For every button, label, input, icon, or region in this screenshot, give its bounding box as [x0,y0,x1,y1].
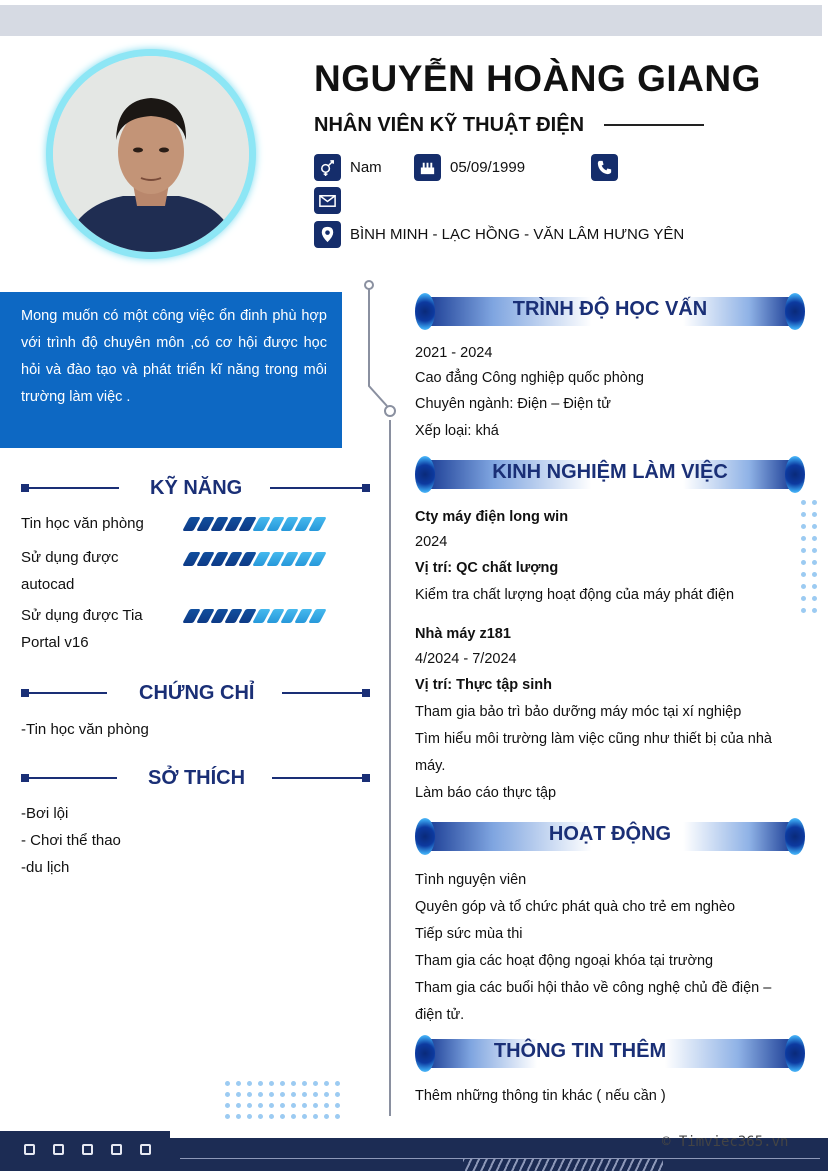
job-description: máy. [415,758,446,774]
experience-heading: KINH NGHIỆM LÀM VIỆC [492,461,728,483]
decorative-dot [335,1114,340,1119]
skill-name: Sử dụng được Tia Portal v16 [21,607,143,651]
job-position: Vị trí: QC chất lượng [415,560,559,576]
activities-heading: HOẠT ĐỘNG [548,823,672,845]
certificate-item: -Tin học văn phòng [21,721,149,738]
divider-square [21,484,29,492]
education-school: Cao đẳng Công nghiệp quốc phòng [415,370,644,386]
education-banner [415,293,805,330]
decorative-dot [801,548,806,553]
decorative-dot [225,1103,230,1108]
decorative-dot [269,1114,274,1119]
decorative-dot [801,560,806,565]
job-position: Vị trí: Thực tập sinh [415,677,552,693]
activity-item: điện tử. [415,1007,465,1023]
decorative-dot [269,1103,274,1108]
activity-item: Quyên góp và tổ chức phát quà cho trẻ em nghèo [415,899,736,915]
footer-rule [180,1158,820,1159]
skill-level-bar [186,552,323,566]
decorative-dot [801,500,806,505]
timeline-connector [360,278,400,428]
birthday-value: 05/09/1999 [450,159,526,176]
footer-squares [24,1144,151,1155]
job-description: Làm báo cáo thực tập [415,785,557,801]
hobby-item: -Bơi lội [21,805,69,822]
decorative-dot [291,1114,296,1119]
copyright-text: © Timviec365.vn [662,1134,789,1150]
skill-level-bar [186,517,323,531]
decorative-dot [324,1103,329,1108]
skills-heading: KỸ NĂNG [150,477,243,499]
divider-line [29,777,117,779]
decorative-dot [258,1103,263,1108]
decorative-dot [291,1092,296,1097]
decorative-dot [247,1081,252,1086]
decorative-dot [280,1114,285,1119]
decorative-dot [269,1081,274,1086]
candidate-name: NGUYỄN HOÀNG GIANG [314,58,761,99]
decorative-dot [812,524,817,529]
skill-name: Sử dụng được autocad [21,549,119,593]
education-period: 2021 - 2024 [415,345,493,361]
experience-banner [415,456,805,493]
job-company: Cty máy điện long win [415,509,569,525]
decorative-dot [247,1114,252,1119]
decorative-dot [236,1114,241,1119]
objective-text: Mong muốn có một công việc ổn đinh phù hợp với trình độ chuyên môn ,có cơ hội được học hỏi và đào tạo và phát triển kĩ năng trong môi trường làm việc . [21,308,327,405]
certificates-heading: CHỨNG CHỈ [139,682,255,704]
activity-item: Tình nguyện viên [415,872,527,888]
decorative-dot [335,1081,340,1086]
divider-square [21,774,29,782]
decorative-dot [801,572,806,577]
decorative-dot [801,524,806,529]
activity-item: Tham gia các buổi hội thảo về công nghệ chủ đề điện – [415,980,772,996]
decorative-dot [258,1092,263,1097]
address-value: BÌNH MINH - LẠC HỒNG - VĂN LÂM HƯNG YÊN [350,226,685,243]
decorative-dot [812,596,817,601]
decorative-dot [801,512,806,517]
decorative-dot [280,1081,285,1086]
activities-banner [415,818,805,855]
decorative-dot [324,1114,329,1119]
email-icon [314,187,341,214]
job-description: Kiểm tra chất lượng hoạt động của máy phát điện [415,587,735,603]
decorative-dot [812,500,817,505]
decorative-dot [313,1092,318,1097]
decorative-dot [324,1081,329,1086]
decorative-dot [247,1103,252,1108]
decorative-dot [812,548,817,553]
extra-info-banner [415,1035,805,1072]
phone-icon [591,154,618,181]
divider-line [270,487,362,489]
decorative-dot [812,608,817,613]
activity-item: Tham gia các hoạt động ngoại khóa tại trường [415,953,714,969]
divider-line [282,692,362,694]
job-company: Nhà máy z181 [415,626,511,642]
gender-value: Nam [350,159,382,176]
avatar [53,56,249,252]
decorative-dot [324,1092,329,1097]
decorative-dot [247,1092,252,1097]
decorative-dot [225,1092,230,1097]
decorative-dot [291,1081,296,1086]
decorative-dot [302,1114,307,1119]
decorative-dots [225,1081,340,1119]
decorative-dot [291,1103,296,1108]
decorative-dot [313,1103,318,1108]
education-major: Chuyên ngành: Điện – Điện tử [415,396,611,412]
divider-line [29,487,119,489]
decorative-dot [236,1092,241,1097]
divider-line [29,692,107,694]
gender-icon [314,154,341,181]
divider-square [362,689,370,697]
extra-info-text: Thêm những thông tin khác ( nếu cần ) [415,1088,666,1104]
skill-name: Tin học văn phòng [21,515,144,532]
location-icon [314,221,341,248]
job-period: 4/2024 - 7/2024 [415,651,517,667]
education-grade: Xếp loại: khá [415,423,499,439]
top-bar [0,5,822,36]
job-description: Tìm hiểu môi trường làm việc cũng như thiết bị của nhà [415,731,772,747]
decorative-dot [302,1103,307,1108]
decorative-dot [302,1092,307,1097]
decorative-dot [801,584,806,589]
decorative-dot [225,1114,230,1119]
title-divider [604,124,704,126]
divider-square [362,484,370,492]
decorative-dot [280,1103,285,1108]
activity-item: Tiếp sức mùa thi [415,926,523,942]
decorative-dot [258,1081,263,1086]
decorative-dot [812,512,817,517]
decorative-dot [258,1114,263,1119]
decorative-dot [812,572,817,577]
extra-info-heading: THÔNG TIN THÊM [493,1040,667,1062]
decorative-dot [313,1081,318,1086]
divider-square [362,774,370,782]
decorative-dot [302,1081,307,1086]
decorative-dot [801,596,806,601]
decorative-dot [313,1114,318,1119]
decorative-dot [236,1103,241,1108]
decorative-dot [812,536,817,541]
skill-level-bar [186,609,323,623]
decorative-dot [225,1081,230,1086]
decorative-dot [236,1081,241,1086]
decorative-dot [801,608,806,613]
timeline-line [389,420,391,1116]
footer-hatch [463,1158,663,1171]
decorative-dot [269,1092,274,1097]
divider-line [272,777,362,779]
hobby-item: -du lịch [21,859,70,876]
decorative-dot [335,1103,340,1108]
job-description: Tham gia bảo trì bảo dưỡng máy móc tại xí nghiệp [415,704,742,720]
decorative-dot [335,1092,340,1097]
decorative-dot [801,536,806,541]
divider-square [21,689,29,697]
job-title: NHÂN VIÊN KỸ THUẬT ĐIỆN [314,114,585,136]
hobby-item: - Chơi thể thao [21,832,121,849]
hobbies-heading: SỞ THÍCH [148,767,246,789]
birthday-cake-icon [414,154,441,181]
education-heading: TRÌNH ĐỘ HỌC VẤN [512,298,708,320]
decorative-dot [812,560,817,565]
decorative-dot [812,584,817,589]
job-period: 2024 [415,534,448,550]
decorative-dot [280,1092,285,1097]
decorative-dots [801,500,817,613]
